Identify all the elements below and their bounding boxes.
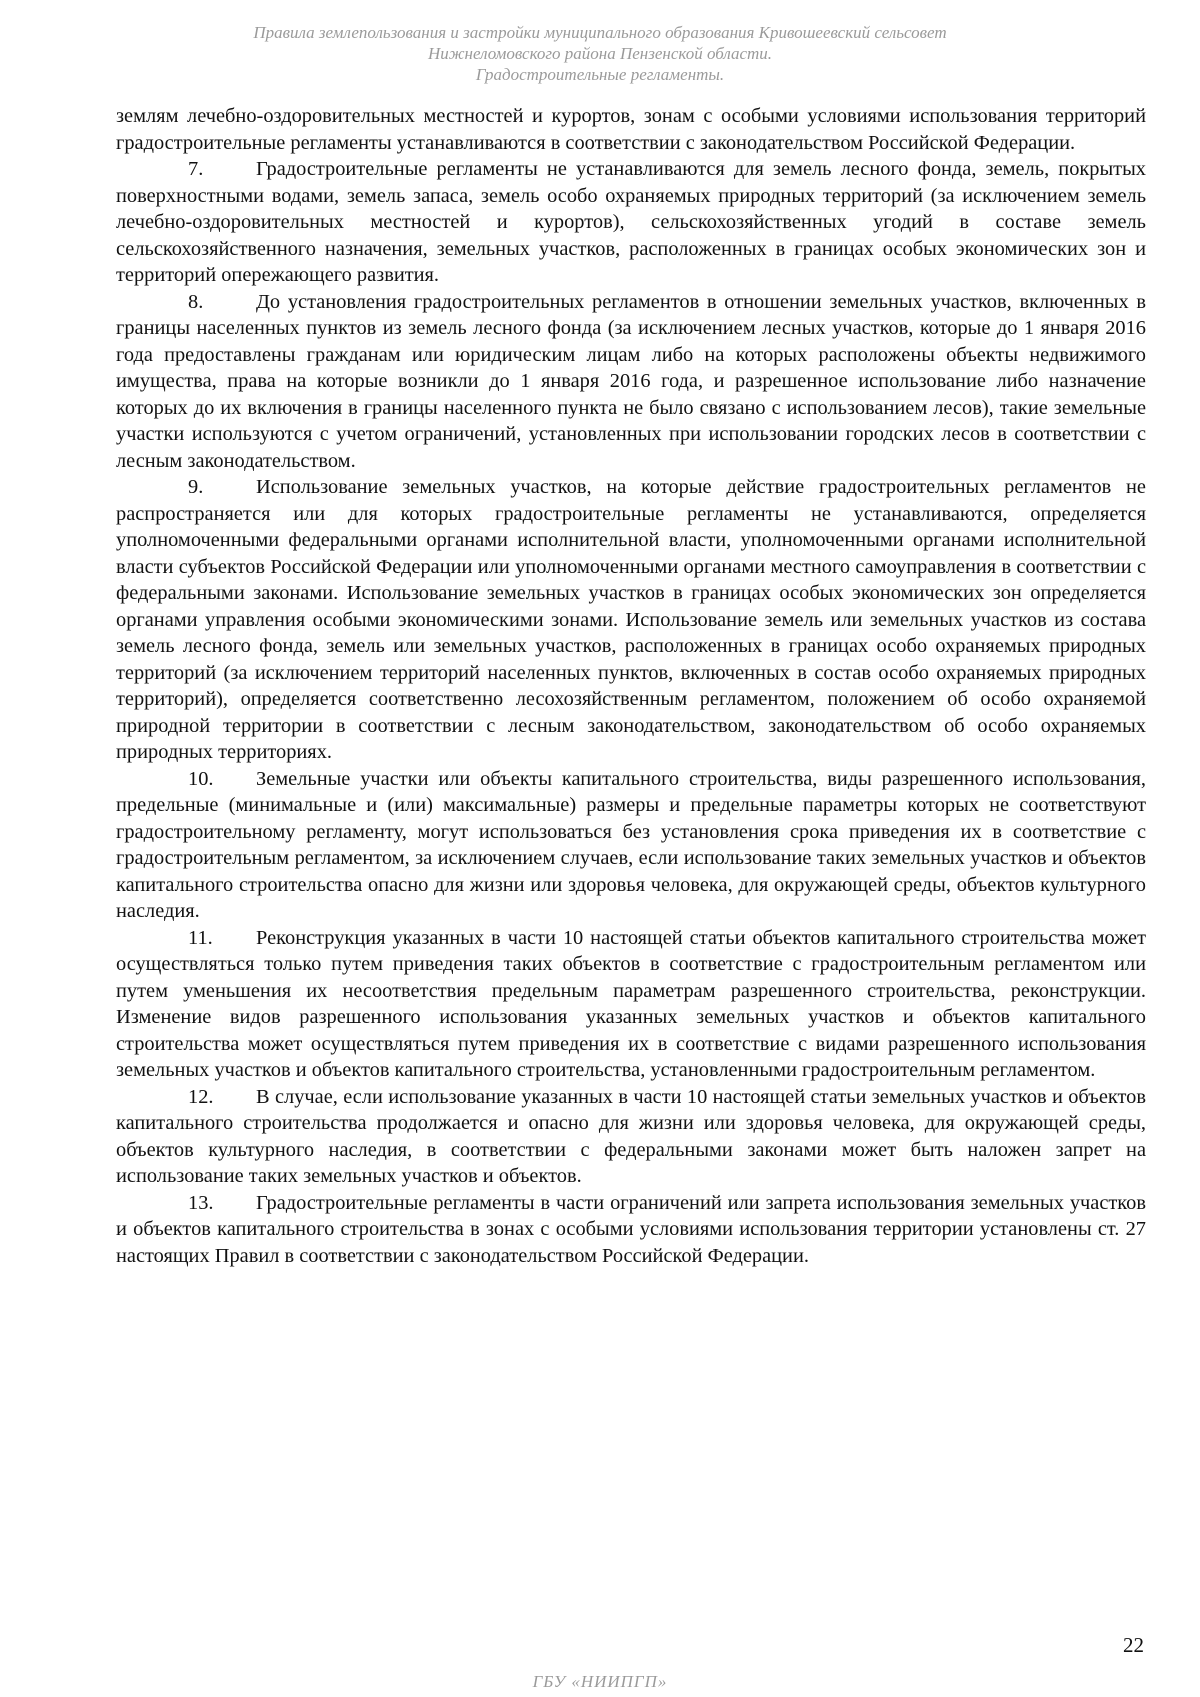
paragraph-text: Земельные участки или объекты капитального строительства, виды разрешенного использования, предельные (минимальные и (или) максимальные) размеры и предельные параметры которых не соответствуют градостроительному регламенту, могут использоваться без установления срока приведения их в соответствие с градостроительным регламентом, за исключением случаев, если использование таких земельных участков и объектов капитального строительства опасно для жизни или здоровья человека, для окружающей среды, объектов культурного наследия. xyxy=(116,767,1146,922)
running-header xyxy=(0,22,1200,85)
continuation-paragraph: землям лечебно-оздоровительных местностей и курортов, зонам с особыми условиями использования территорий градостроительные регламенты устанавливаются в соответствии с законодательством Российской Федерации. xyxy=(116,105,1146,154)
page-number: 22 xyxy=(1123,1633,1144,1657)
document-body xyxy=(116,103,1146,1269)
paragraph-number: 11. xyxy=(188,926,213,949)
paragraph-number: 7. xyxy=(188,158,204,180)
numbered-paragraph-9 xyxy=(116,474,1146,766)
header-line-2: Нижнеломовского района Пензенской области. xyxy=(427,44,773,63)
running-footer: ГБУ «НИИПГП» xyxy=(532,1672,668,1691)
numbered-paragraph-8 xyxy=(116,289,1146,475)
paragraph-number: 9. xyxy=(188,476,204,498)
numbered-paragraph-12 xyxy=(116,1084,1146,1190)
numbered-paragraph-13 xyxy=(116,1190,1146,1270)
paragraph-text: Использование земельных участков, на которые действие градостроительных регламентов не распространяется или для которых градостроительные регламенты не устанавливаются, определяется уполномоченными федеральными органами исполнительной власти, уполномоченными органами исполнительной власти субъектов Российской Федерации или уполномоченными органами местного самоуправления в соответствии с федеральными законами. Использование земельных участков в границах особых экономических зон определяется органами управления особыми экономическими зонами. Использование земель или земельных участков из состава земель лесного фонда, земель или земельных участков, расположенных в границах особо охраняемых природных территорий (за исключением территорий населенных пунктов, включенных в состав особо охраняемых природных территорий), определяется соответственно лесохозяйственным регламентом, положением об особо охраняемой природной территории в соответствии с лесным законодательством, законодательством об особо охраняемых природных территориях. xyxy=(116,476,1146,763)
paragraph-number: 13. xyxy=(188,1191,214,1214)
paragraph-number: 8. xyxy=(188,290,204,313)
paragraph-text: Градостроительные регламенты не устанавливаются для земель лесного фонда, земель, покрытых поверхностными водами, земель запаса, земель особо охраняемых природных территорий (за исключением земель лечебно-оздоровительных местностей и курортов), сельскохозяйственных угодий в составе земель сельскохозяйственного назначения, земельных участков, расположенных в границах особых экономических зон и территорий опережающего развития. xyxy=(116,158,1146,286)
paragraph-number: 12. xyxy=(188,1085,214,1108)
paragraph-text: Градостроительные регламенты в части ограничений или запрета использования земельных участков и объектов капитального строительства в зонах с особыми условиями использования территории установлены ст. 27 настоящих Правил в соответствии с законодательством Российской Федерации. xyxy=(116,1191,1146,1267)
paragraph-text: До установления градостроительных регламентов в отношении земельных участков, включенных в границы населенных пунктов из земель лесного фонда (за исключением лесных участков, которые до 1 января 2016 года предоставлены гражданам или юридическим лицам либо на которых расположены объекты недвижимого имущества, права на которые возникли до 1 января 2016 года, и разрешенное использование либо назначение которых до их включения в границы населенного пункта не было связано с использованием лесов), такие земельные участки используются с учетом ограничений, установленных при использовании городских лесов в соответствии с лесным законодательством. xyxy=(116,290,1146,472)
paragraph-text: В случае, если использование указанных в части 10 настоящей статьи земельных участков и объектов капитального строительства продолжается и опасно для жизни или здоровья человека, для окружающей среды, объектов культурного наследия, в соответствии с федеральными законами может быть наложен запрет на использование таких земельных участков и объектов. xyxy=(116,1085,1146,1187)
header-line-1: Правила землепользования и застройки муниципального образования Кривошеевский сельсовет xyxy=(253,23,947,42)
paragraph-text: Реконструкция указанных в части 10 настоящей статьи объектов капитального строительства может осуществляться только путем приведения таких объектов в соответствие с градостроительным регламентом или путем уменьшения их несоответствия предельным параметрам разрешенного строительства, реконструкции. Изменение видов разрешенного использования указанных земельных участков и объектов капитального строительства может осуществляться путем приведения их в соответствие с видами разрешенного использования земельных участков и объектов капитального строительства, установленными градостроительным регламентом. xyxy=(116,926,1146,1081)
numbered-paragraph-10 xyxy=(116,766,1146,925)
header-line-3: Градостроительные регламенты. xyxy=(475,65,725,84)
numbered-paragraph-11 xyxy=(116,925,1146,1084)
paragraph-number: 10. xyxy=(188,767,214,790)
numbered-paragraph-7 xyxy=(116,156,1146,289)
